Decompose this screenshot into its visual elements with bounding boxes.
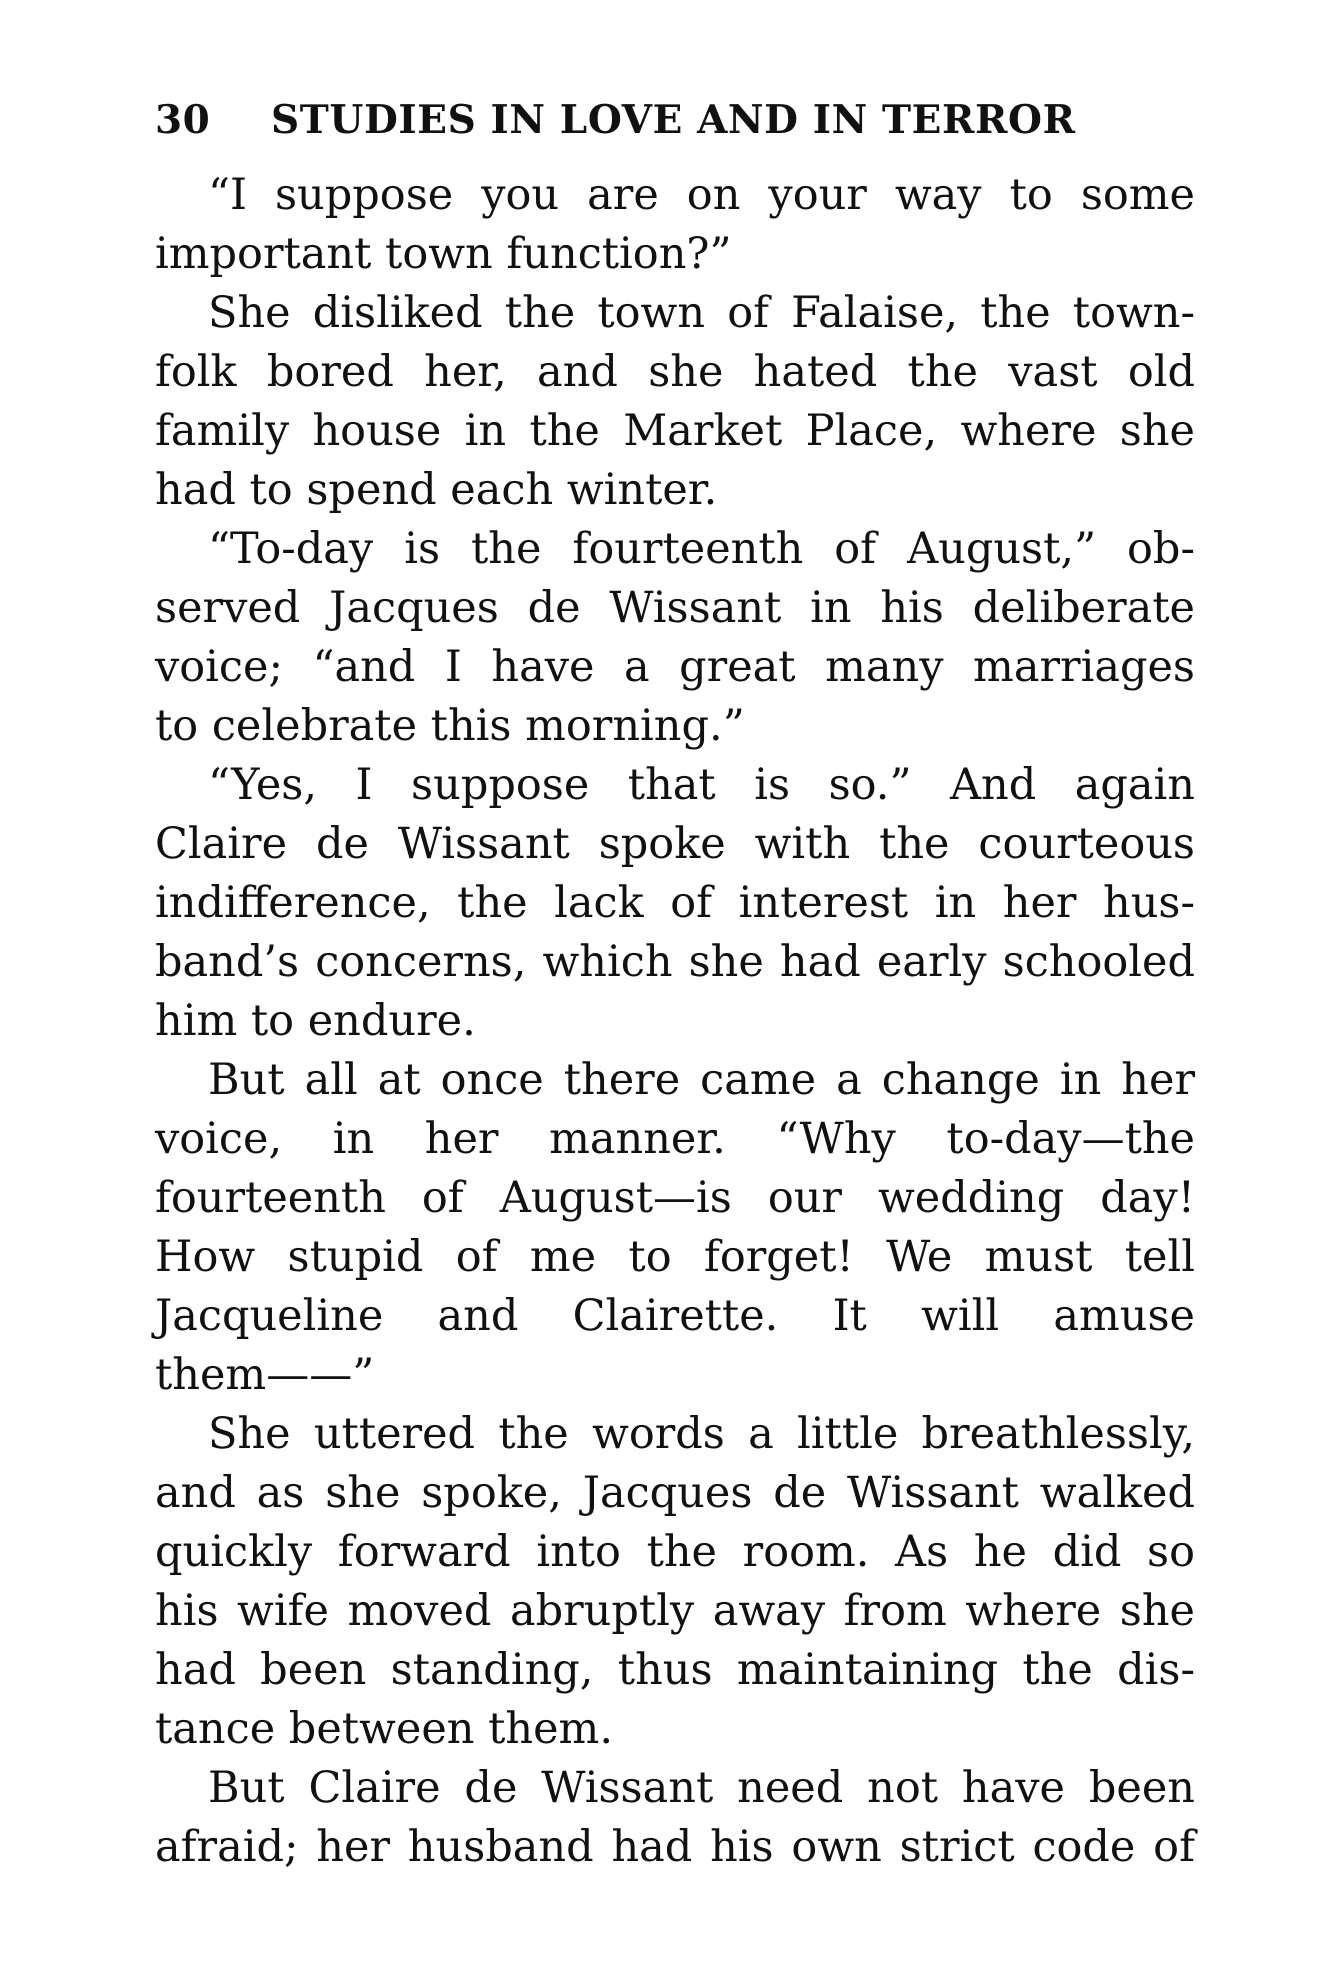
text-line: family house in the Market Place, where she (155, 406, 1195, 456)
text-line: “Yes, I suppose that is so.” And again (208, 760, 1195, 810)
running-title: STUDIES IN LOVE AND IN TERROR (271, 97, 1076, 143)
text-line: had to spend each winter. (155, 465, 718, 515)
page-number: 30 (155, 97, 211, 143)
text-line: band’s concerns, which she had early schooled (155, 937, 1195, 987)
text-line: him to endure. (155, 996, 476, 1046)
text-line: How stupid of me to forget! We must tell (155, 1232, 1195, 1282)
text-line: She disliked the town of Falaise, the town- (208, 288, 1195, 338)
text-line: to celebrate this morning.” (155, 701, 745, 751)
text-line: “To-day is the fourteenth of August,” ob- (208, 524, 1195, 574)
text-line: afraid; her husband had his own strict code of (155, 1822, 1195, 1872)
text-line: had been standing, thus maintaining the dis- (155, 1645, 1195, 1695)
text-line: fourteenth of August—is our wedding day! (155, 1173, 1195, 1223)
text-line: folk bored her, and she hated the vast old (155, 347, 1195, 397)
text-line: voice; “and I have a great many marriages (155, 642, 1195, 692)
text-line: his wife moved abruptly away from where she (155, 1586, 1195, 1636)
text-line: tance between them. (155, 1704, 613, 1754)
text-line: “I suppose you are on your way to some (208, 170, 1195, 220)
text-line: But all at once there came a change in her (208, 1055, 1195, 1105)
text-line: quickly forward into the room. As he did so (155, 1527, 1195, 1577)
body-text (155, 166, 1195, 1877)
page-header (155, 96, 1185, 144)
text-line: Jacqueline and Clairette. It will amuse (155, 1291, 1195, 1341)
text-line: them——” (155, 1350, 375, 1400)
text-line: important town function?” (155, 229, 732, 279)
text-line: But Claire de Wissant need not have been (208, 1763, 1195, 1813)
text-line: Claire de Wissant spoke with the courteous (155, 819, 1195, 869)
text-line: indifference, the lack of interest in her hus- (155, 878, 1195, 928)
text-line: voice, in her manner. “Why to-day—the (155, 1114, 1195, 1164)
text-line: and as she spoke, Jacques de Wissant walked (155, 1468, 1195, 1518)
text-line: served Jacques de Wissant in his deliberate (155, 583, 1195, 633)
text-line: She uttered the words a little breathlessly, (208, 1409, 1195, 1459)
